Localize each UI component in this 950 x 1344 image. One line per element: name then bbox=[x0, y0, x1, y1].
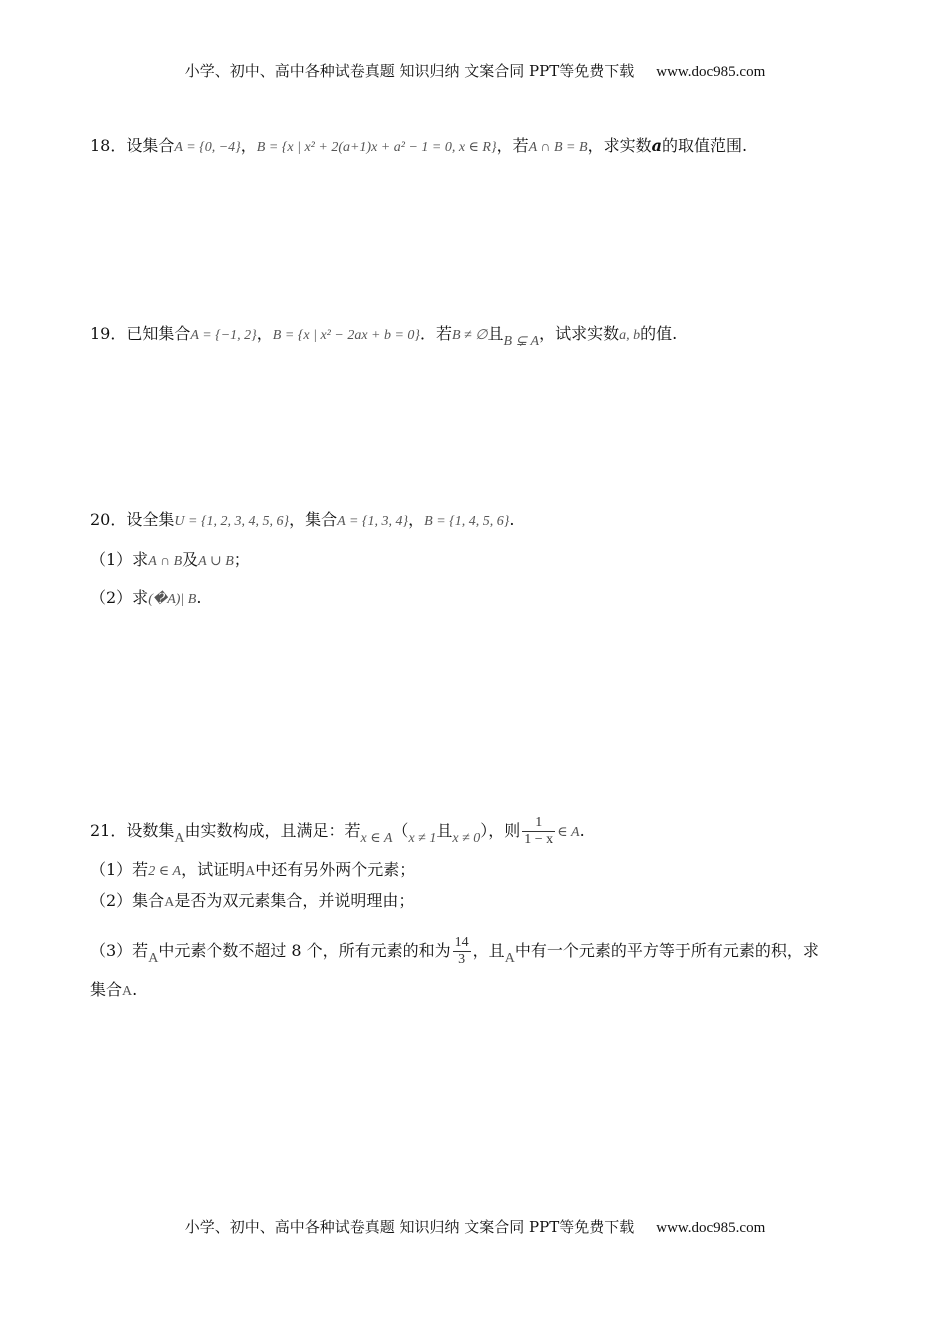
q19-cond-1: B ≠ ∅ bbox=[452, 328, 488, 343]
q21-part-3-continued bbox=[90, 982, 137, 999]
q20-p2-expr: (�A)| B bbox=[148, 592, 197, 607]
q19-text-2: ， bbox=[256, 324, 273, 343]
q18-condition: A ∩ B = B bbox=[528, 140, 588, 155]
q20-p1-end: ； bbox=[233, 550, 250, 569]
q21-p3-set-3: A bbox=[122, 984, 133, 999]
q21-p1-expr: 2 ∈ A bbox=[148, 864, 182, 879]
header-url[interactable]: www.doc985.com bbox=[656, 64, 766, 80]
q19-text-3: ．若 bbox=[420, 324, 453, 343]
q19-set-b: B = {x | x² − 2ax + b = 0} bbox=[272, 328, 421, 343]
q21-text-1: 设数集 bbox=[126, 821, 175, 840]
q20-p1-label: （1）求 bbox=[90, 550, 149, 569]
q21-part-2 bbox=[90, 893, 414, 910]
question-19 bbox=[90, 324, 678, 349]
q19-text-5: ，试求实数 bbox=[539, 324, 620, 343]
q21-set-a: A bbox=[174, 831, 185, 846]
q20-set-a: A = {1, 3, 4} bbox=[337, 514, 409, 529]
header-text: 小学、初中、高中各种试卷真题 知识归纳 文案合同 PPT等免费下载 bbox=[184, 62, 635, 80]
q18-text-3: ，若 bbox=[496, 136, 529, 155]
page-footer bbox=[0, 1216, 950, 1237]
page-header bbox=[0, 60, 950, 81]
q20-p2-label: （2）求 bbox=[90, 588, 149, 607]
q21-p2-text: 是否为双元素集合，并说明理由； bbox=[174, 891, 415, 910]
q21-p1-label: （1）若 bbox=[90, 860, 149, 879]
q21-text-2: 由实数构成，且满足：若 bbox=[184, 821, 361, 840]
q21-number: 21． bbox=[90, 821, 127, 840]
q19-number: 19． bbox=[90, 324, 127, 343]
q20-set-u: U = {1, 2, 3, 4, 5, 6} bbox=[174, 514, 290, 529]
q21-text-3: （ bbox=[392, 821, 409, 840]
question-18 bbox=[90, 138, 747, 155]
q19-set-a: A = {−1, 2} bbox=[190, 328, 257, 343]
q21-fraction bbox=[522, 816, 555, 847]
q21-p3-set: A bbox=[148, 951, 159, 966]
q21-p3-fraction-numerator: 14 bbox=[454, 935, 469, 950]
q20-text-3: ， bbox=[408, 510, 425, 529]
q21-p3-text-1: 中元素个数不超过 8 个，所有元素的和为 bbox=[158, 941, 451, 960]
q21-p2-set: A bbox=[164, 895, 175, 910]
q18-set-a: A = {0, −4} bbox=[174, 140, 241, 155]
q20-p2-end: . bbox=[196, 588, 202, 607]
q20-text-2: ，集合 bbox=[289, 510, 338, 529]
q20-p1-mid: 及 bbox=[182, 550, 199, 569]
q18-text-5: 的取值范围. bbox=[661, 136, 748, 155]
q21-p3-text-2: ，且 bbox=[472, 941, 505, 960]
q21-p3-cont: 集合 bbox=[90, 980, 123, 999]
q21-p3-label: （3）若 bbox=[90, 941, 149, 960]
q20-text-1: 设全集 bbox=[126, 510, 175, 529]
q20-p1-expr-2: A ∪ B bbox=[198, 554, 234, 569]
q21-p3-text-3: 中有一个元素的平方等于所有元素的积，求 bbox=[514, 941, 819, 960]
q20-part-2 bbox=[90, 590, 201, 607]
q19-cond-2: B ⊊ A bbox=[503, 334, 540, 349]
q21-p1-text-2: 中还有另外两个元素； bbox=[255, 860, 416, 879]
q18-variable: a bbox=[651, 136, 662, 155]
question-20 bbox=[90, 512, 514, 529]
q19-vars: a, b bbox=[619, 328, 641, 343]
q20-part-1 bbox=[90, 552, 250, 569]
q19-text-6: 的值. bbox=[640, 324, 678, 343]
q20-set-b: B = {1, 4, 5, 6} bbox=[424, 514, 510, 529]
footer-text: 小学、初中、高中各种试卷真题 知识归纳 文案合同 PPT等免费下载 bbox=[184, 1218, 635, 1236]
q21-text-6: . bbox=[579, 821, 585, 840]
q19-text-4: 且 bbox=[487, 324, 504, 343]
q21-p3-fraction bbox=[453, 936, 471, 967]
question-21 bbox=[90, 816, 585, 847]
q21-p3-set-2: A bbox=[504, 951, 515, 966]
q21-text-5: ），则 bbox=[480, 821, 521, 840]
q21-p1-text-1: ，试证明 bbox=[181, 860, 246, 879]
q21-cond-2: x ≠ 0 bbox=[452, 831, 481, 846]
q20-text-4: . bbox=[509, 510, 515, 529]
q21-part-3 bbox=[90, 936, 819, 967]
q21-cond-1: x ≠ 1 bbox=[408, 831, 437, 846]
footer-url[interactable]: www.doc985.com bbox=[656, 1220, 766, 1236]
q21-in-a: ∈ A bbox=[557, 825, 580, 840]
q18-text-2: ， bbox=[240, 136, 257, 155]
q20-p1-expr-1: A ∩ B bbox=[148, 554, 183, 569]
q21-p3-end: . bbox=[132, 980, 138, 999]
q21-p3-fraction-denominator: 3 bbox=[458, 952, 466, 967]
q21-part-1 bbox=[90, 862, 415, 879]
q21-p2-label: （2）集合 bbox=[90, 891, 165, 910]
q19-text-1: 已知集合 bbox=[126, 324, 191, 343]
q21-fraction-denominator: 1 − x bbox=[524, 832, 554, 847]
q21-text-4: 且 bbox=[436, 821, 453, 840]
q21-condition: x ∈ A bbox=[360, 831, 393, 846]
q21-fraction-numerator: 1 bbox=[522, 816, 555, 832]
q21-p1-set: A bbox=[245, 864, 256, 879]
q18-set-b: B = {x | x² + 2(a+1)x + a² − 1 = 0, x ∈ R} bbox=[256, 140, 497, 155]
q18-number: 18． bbox=[90, 136, 127, 155]
q20-number: 20． bbox=[90, 510, 127, 529]
q18-text-4: ，求实数 bbox=[587, 136, 652, 155]
q18-text-1: 设集合 bbox=[126, 136, 175, 155]
